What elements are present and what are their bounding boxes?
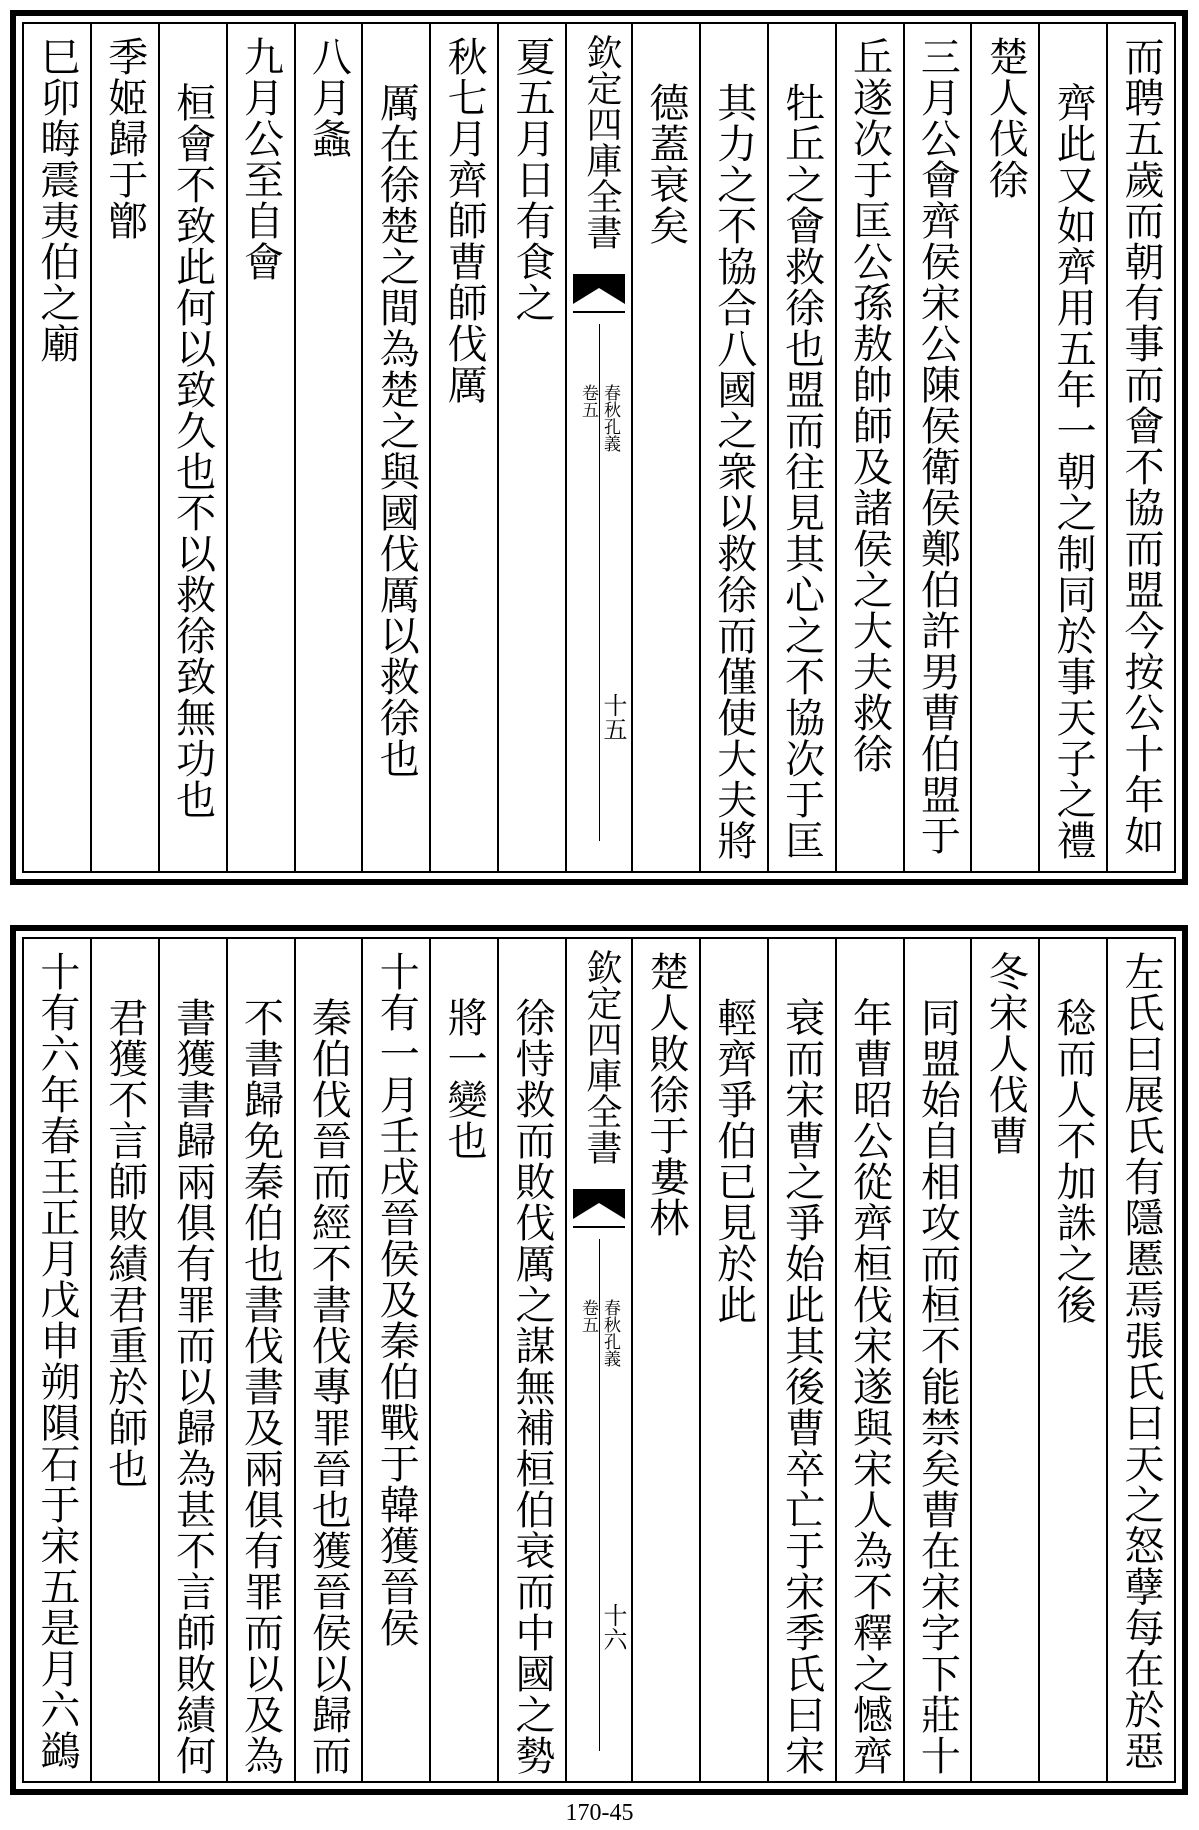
text-column <box>835 24 903 871</box>
text-column <box>361 939 429 1781</box>
text-column <box>970 939 1038 1781</box>
fishtail-mark-icon <box>573 1189 625 1229</box>
column-text: 牡丘之會救徐也盟而往見其心之不協次于匡 <box>778 82 825 861</box>
volume-label: 卷五 <box>578 1299 598 1333</box>
column-text: 三月公會齊侯宋公陳侯衛侯鄭伯許男曹伯盟于 <box>914 36 961 856</box>
column-text: 其力之不協合八國之衆以救徐而僅使大夫將 <box>710 82 757 861</box>
page-bottom <box>10 925 1188 1795</box>
text-column <box>767 939 835 1781</box>
column-text: 桓會不致此何以致久也不以救徐致無功也 <box>169 82 216 820</box>
text-column <box>24 939 90 1781</box>
text-column <box>699 939 767 1781</box>
text-column <box>631 24 699 871</box>
column-text: 九月公至自會 <box>237 36 284 282</box>
volume-label: 卷五 <box>578 384 598 418</box>
column-text: 冬宋人伐曹 <box>982 951 1029 1156</box>
text-column <box>429 24 497 871</box>
column-text: 巳卯晦震夷伯之廟 <box>33 36 80 364</box>
folio-number: 十六 <box>599 1603 627 1651</box>
page-top-grid <box>22 22 1176 873</box>
column-text: 厲在徐楚之間為楚之與國伐厲以救徐也 <box>373 82 420 779</box>
column-text: 年曹昭公從齊桓伐宋遂與宋人為不釋之憾齊 <box>846 997 893 1776</box>
column-text: 稔而人不加誅之後 <box>1050 997 1097 1325</box>
column-text: 書獲書歸兩俱有罪而以歸為甚不言師敗績何 <box>169 997 216 1776</box>
folio-number: 十五 <box>599 693 627 741</box>
column-text: 秦伯伐晉而經不書伐專罪晉也獲晉侯以歸而 <box>305 997 352 1776</box>
subtitle-block <box>567 1299 631 1367</box>
column-text: 衰而宋曹之爭始此其後曹卒亡于宋季氏曰宋 <box>778 997 825 1776</box>
text-column <box>294 939 362 1781</box>
text-column <box>699 24 767 871</box>
column-text: 齊此又如齊用五年一朝之制同於事天子之禮 <box>1050 82 1097 861</box>
page-bottom-grid <box>22 937 1176 1783</box>
column-text: 十有六年春王正月戊申朔隕石于宋五是月六鷁 <box>33 951 80 1771</box>
book-title: 欽定四庫全書 <box>581 949 622 1165</box>
center-fold <box>565 24 631 871</box>
text-column <box>497 939 565 1781</box>
text-column <box>1038 24 1106 871</box>
text-column <box>970 24 1038 871</box>
text-column <box>1106 24 1174 871</box>
page-number: 170-45 <box>565 1800 634 1826</box>
text-column <box>158 24 226 871</box>
text-column <box>767 24 835 871</box>
column-text: 秋七月齊師曹師伐厲 <box>441 36 488 405</box>
column-text: 左氏曰展氏有隱慝焉張氏曰天之怒孽每在於惡 <box>1118 951 1164 1771</box>
text-column <box>903 939 971 1781</box>
text-column <box>226 939 294 1781</box>
column-text: 丘遂次于匡公孫敖帥師及諸侯之大夫救徐 <box>846 36 893 774</box>
column-text: 十有一月壬戌晉侯及秦伯戰于韓獲晉侯 <box>373 951 420 1648</box>
text-column <box>361 24 429 871</box>
text-column <box>158 939 226 1781</box>
subtitle: 春秋孔義 <box>600 1299 620 1367</box>
column-text: 君獲不言師敗績君重於師也 <box>101 997 148 1489</box>
column-text: 而聘五歲而朝有事而會不協而盟今按公十年如 <box>1118 36 1164 856</box>
text-column <box>497 24 565 871</box>
text-column <box>631 939 699 1781</box>
column-text: 輕齊爭伯已見於此 <box>710 997 757 1325</box>
column-text: 將一變也 <box>441 997 488 1161</box>
column-text: 不書歸免秦伯也書伐書及兩俱有罪而以及為 <box>237 997 284 1776</box>
book-title: 欽定四庫全書 <box>581 34 622 250</box>
text-column <box>903 24 971 871</box>
text-column <box>429 939 497 1781</box>
page-top <box>10 10 1188 885</box>
center-fold <box>565 939 631 1781</box>
column-text: 八月螽 <box>305 36 352 159</box>
text-column <box>90 939 158 1781</box>
fishtail-mark-icon <box>573 274 625 314</box>
text-column <box>226 24 294 871</box>
column-text: 夏五月日有食之 <box>509 36 555 323</box>
column-text: 同盟始自相攻而桓不能禁矣曹在宋字下莊十 <box>914 997 961 1776</box>
text-column <box>294 24 362 871</box>
column-text: 徐恃救而敗伐厲之謀無補桓伯衰而中國之勢 <box>509 997 555 1776</box>
subtitle: 春秋孔義 <box>600 384 620 452</box>
column-text: 楚人敗徐于婁林 <box>642 951 689 1238</box>
column-text: 楚人伐徐 <box>982 36 1029 200</box>
column-text: 季姬歸于鄫 <box>101 36 148 241</box>
text-column <box>90 24 158 871</box>
text-column <box>835 939 903 1781</box>
column-text: 德蓋衰矣 <box>642 82 689 246</box>
text-column <box>24 24 90 871</box>
text-column <box>1106 939 1174 1781</box>
subtitle-block <box>567 384 631 452</box>
text-column <box>1038 939 1106 1781</box>
